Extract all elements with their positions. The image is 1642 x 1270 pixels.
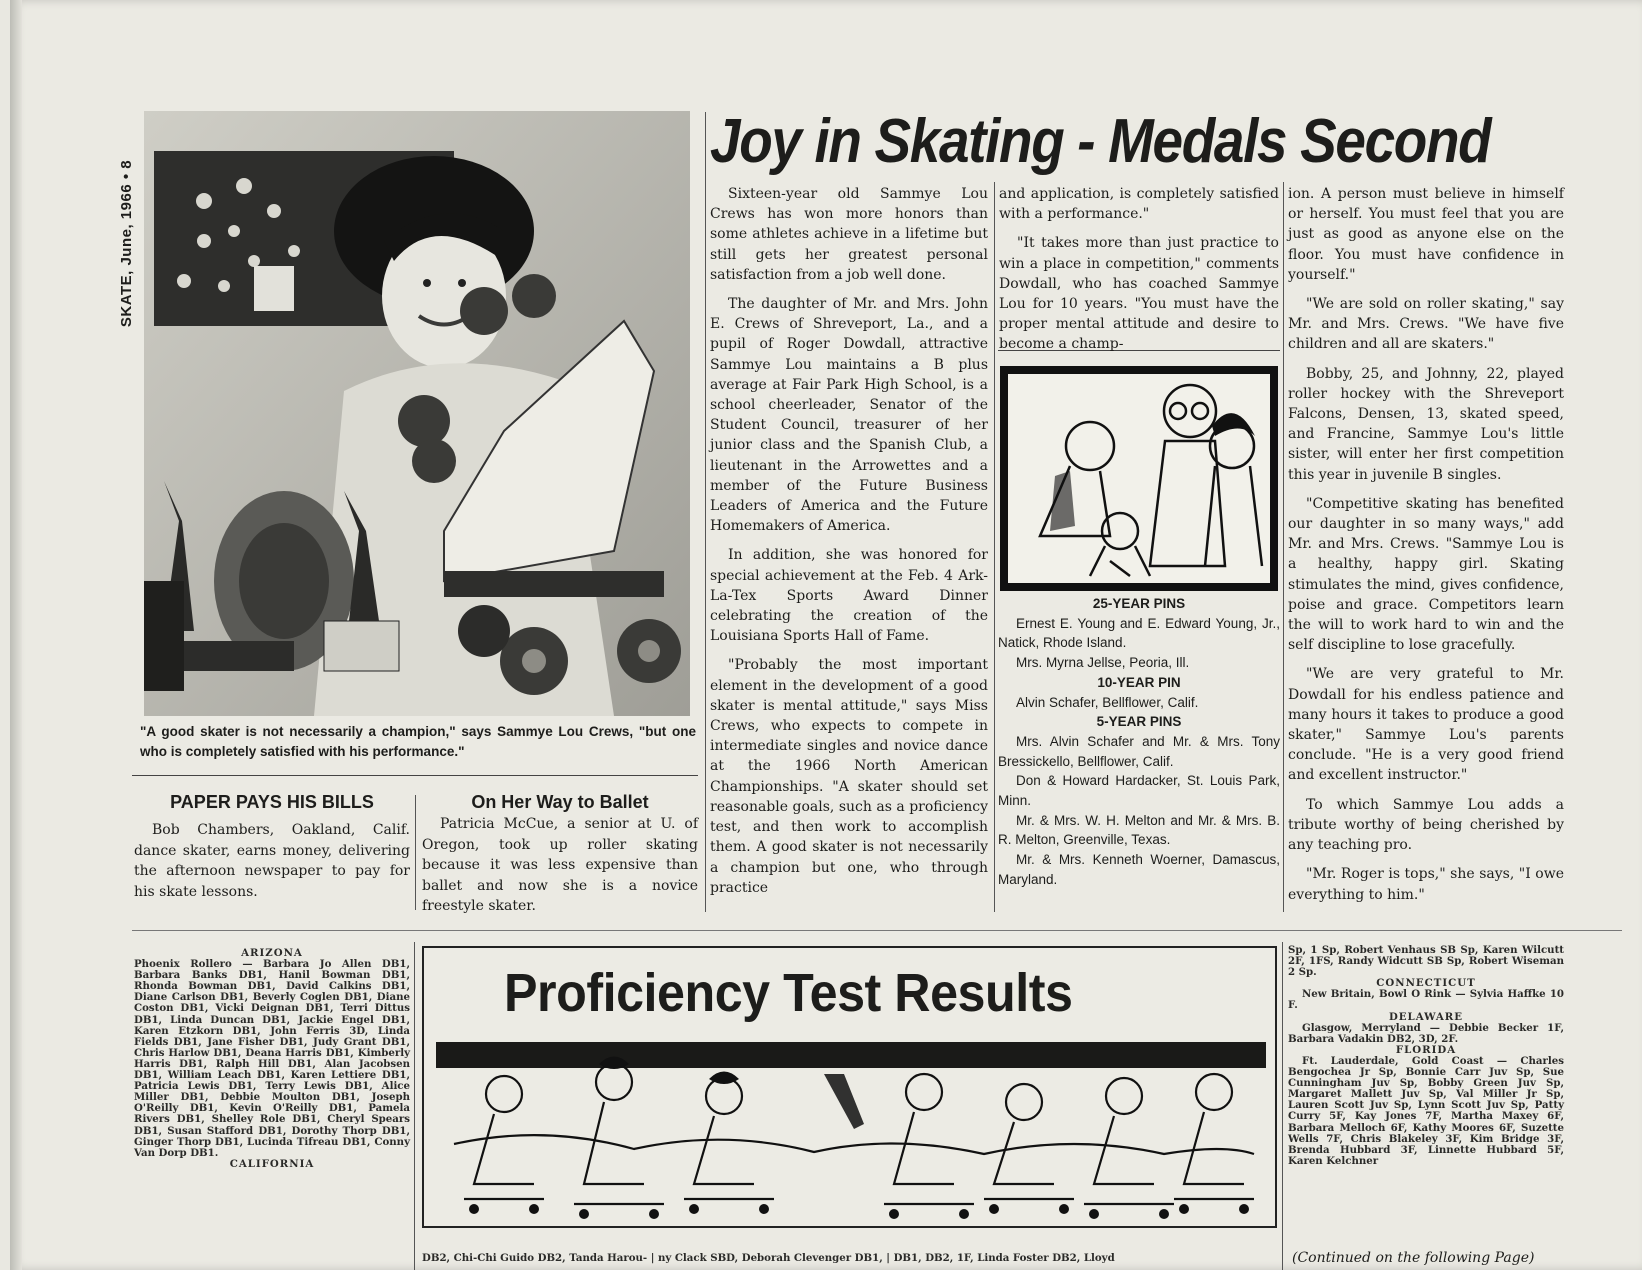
article-paragraph: "We are sold on roller skating," say Mr. and Mrs. Crews. "We have five children and all are skaters."	[1288, 296, 1564, 353]
pins-entry: Mrs. Alvin Schafer and Mr. & Mrs. Tony Bressickello, Bellflower, Calif.	[998, 733, 1280, 769]
continued-note: (Continued on the following Page)	[1292, 1250, 1535, 1266]
proficiency-banner	[422, 946, 1277, 1228]
page-edge	[10, 0, 22, 1270]
article-paragraph: "It takes more than just practice to win a place in competition," comments Dowdall, who has coached Sammye Lou for 10 years. "You must have the proper mental attitude and desire to become a champ-	[999, 235, 1279, 353]
proficiency-title: Proficiency Test Results	[504, 963, 1073, 1023]
column-rule	[414, 942, 415, 1270]
ballet-headline: On Her Way to Ballet	[471, 792, 649, 812]
listing-continuation-strip: DB2, Chi-Chi Guido DB2, Tanda Harou- | ny Clack SBD, Deborah Clevenger DB1, | DB1, DB2, 1F, Linda Foster DB2, Lloyd	[422, 1252, 1115, 1264]
arizona-listing	[134, 948, 410, 1170]
pins-entry: Don & Howard Hardacker, St. Louis Park, Minn.	[998, 773, 1280, 809]
photo-caption: "A good skater is not necessarily a champion," says Sammye Lou Crews, "but one who is completely satisfied with his performance."	[140, 724, 696, 759]
column-rule	[705, 112, 706, 912]
ballet-story	[422, 814, 698, 917]
column-rule	[1283, 182, 1284, 912]
pins-heading: 25-YEAR PINS	[1092, 596, 1186, 611]
pins-entry: Ernest E. Young and E. Edward Young, Jr., Natick, Rhode Island.	[998, 615, 1280, 651]
article-column-2	[999, 184, 1279, 364]
state-heading: FLORIDA	[1395, 1043, 1457, 1056]
column-rule	[1282, 942, 1283, 1270]
article-headline: Joy in Skating - Medals Second	[710, 107, 1491, 176]
state-heading: CALIFORNIA	[229, 1157, 315, 1170]
skater-photo-illustration	[144, 111, 690, 716]
section-rule	[132, 775, 698, 776]
pins-entry: Mr. & Mrs. Kenneth Woerner, Damascus, Maryland.	[998, 852, 1280, 887]
state-heading: CONNECTICUT	[1376, 977, 1476, 990]
article-column-3	[1288, 184, 1564, 914]
article-paragraph: and application, is completely satisfied with a performance."	[999, 186, 1279, 223]
state-heading: DELAWARE	[1388, 1010, 1464, 1023]
states-listing	[1288, 945, 1564, 1167]
article-paragraph: "Mr. Roger is tops," she says, "I owe everything to him."	[1288, 866, 1564, 903]
section-rule	[132, 930, 1622, 931]
folio-text: SKATE, June, 1966 • 8	[118, 159, 136, 327]
paper-pays-story	[134, 820, 410, 902]
pins-list	[998, 594, 1280, 890]
pins-entry: Mrs. Myrna Jellse, Peoria, Ill.	[1016, 655, 1190, 671]
pins-heading: 10-YEAR PIN	[1097, 674, 1181, 690]
skaters-cartoon	[424, 1034, 1275, 1228]
listing-body: New Britain, Bowl O Rink — Sylvia Haffke 10 F.	[1288, 988, 1564, 1012]
story-body: Bob Chambers, Oakland, Calif. dance skater, earns money, delivering the afternoon newspaper to pay for his skate lessons.	[134, 822, 410, 900]
story-body: Patricia McCue, a senior at U. of Oregon, took up roller skating because it was less expensive than ballet and now she is a novice freestyle skater.	[422, 816, 698, 914]
listing-body: Glasgow, Merryland — Debbie Becker 1F, Barbara Vadakin DB2, 3D, 2F.	[1288, 1021, 1564, 1045]
state-heading: ARIZONA	[241, 947, 303, 959]
cartoon-drawing	[1000, 366, 1278, 591]
page-folio	[114, 118, 140, 368]
article-paragraph: The daughter of Mr. and Mrs. John E. Crews of Shreveport, La., and a pupil of Roger Dowdall, attractive Sammye Lou maintains a B plus average at Fair Park High School, is a school cheerleader, Senator of the Student Council, treasurer of her junior class and the Spanish Club, a lieutenant in the Arrowettes and a member of the Future Business Leaders of America and the Future Homemakers of America.	[710, 296, 988, 535]
article-paragraph: ion. A person must believe in himself or herself. You must feel that you are just as good as anyone else on the floor. You must have confidence in yourself."	[1288, 186, 1564, 283]
article-paragraph: "Competitive skating has benefited our daughter in so many ways," add Mr. and Mrs. Crews. "Sammye Lou is a healthy, happy girl. Skating stimulates the mind, gives confidence, poise and grace. Competitors learn the will to work hard to win and the self discipline to lose gracefully.	[1288, 495, 1564, 654]
article-paragraph: Sixteen-year old Sammye Lou Crews has won more honors than some athletes achieve in a lifetime but still gets her greatest personal satisfaction from a job well done.	[710, 186, 988, 283]
article-paragraph: In addition, she was honored for special achievement at the Feb. 4 Ark-La-Tex Sports Award Dinner celebrating the creation of the Louisiana Sports Hall of Fame.	[710, 547, 988, 645]
article-paragraph: Bobby, 25, and Johnny, 22, played roller hockey with the Shreveport Falcons, Densen, 13, skated speed, and Francine, Sammye Lou's little sister, will enter her first competition this year in juvenile B singles.	[1288, 365, 1564, 483]
column-rule	[415, 795, 416, 910]
listing-body: Sp, 1 Sp, Robert Venhaus SB Sp, Karen Wilcutt 2F, 1FS, Randy Widcutt SB Sp, Robert Wiseman 2 Sp.	[1288, 944, 1564, 979]
article-paragraph: "We are very grateful to Mr. Dowdall for his endless patience and many hours it takes to produce a good skater," Sammye Lou's parents conclude. "He is a very good friend and excellent instructor."	[1288, 666, 1564, 784]
listing-body: Ft. Lauderdale, Gold Coast — Charles Bengochea Jr Sp, Bonnie Carr Juv Sp, Sue Cunningham Juv Sp, Bobby Green Juv Sp, Margaret Mallett Juv Sp, Val Miller Jr Sp, Lauren Scott Juv Sp, Lynn Scott Juv Sp, Patty Curry 5F, Kay Jones 7F, Martha Maxey 6F, Barbara Melloch 6F, Kathy Moores 6F, Suzette Wells 7F, Chris Blakeley 3F, Kim Bridge 3F, Brenda Hubbard 3F, Linnette Hubbard 5F, Karen Kelchner	[1288, 1054, 1564, 1167]
column-rule	[994, 182, 995, 912]
article-column-1	[710, 184, 988, 907]
article-paragraph: "Probably the most important element in the development of a good skater is mental attitude," says Miss Crews, who expects to compete in intermediate singles and novice dance at the 1966 North American Championships. "A skater should set reasonable goals, such as a proficiency test, and then work to accomplish them. A good skater is not necessarily a champion but one, who through practice	[710, 657, 988, 896]
article-paragraph: To which Sammye Lou adds a tribute worthy of being cherished by any teaching pro.	[1288, 796, 1564, 854]
skater-photo	[144, 111, 690, 716]
pins-entry: Mr. & Mrs. W. H. Melton and Mr. & Mrs. B. R. Melton, Greenville, Texas.	[998, 812, 1280, 848]
listing-body: Phoenix Rollero — Barbara Jo Allen DB1, Barbara Banks DB1, Hanil Bowman DB1, Rhonda Bowman DB1, David Calkins DB1, Diane Carlson DB1, Beverly Coglen DB1, Diane Coston DB1, Vicki Deignan DB1, Terri Dittus DB1, Linda Duncan DB1, Jackie Engel DB1, Karen Etzkorn DB1, John Ferris 3D, Linda Fields DB1, Jane Fisher DB1, Judy Grant DB1, Chris Harlow DB1, Deana Harris DB1, Kimberly Harris DB1, Ralph Hill DB1, Alan Jacobsen DB1, William Leach DB1, Karen Lettiere DB1, Patricia Lewis DB1, Terry Lewis DB1, Alice Miller DB1, Debbie Moulton DB1, Joseph O'Reilly DB1, Kevin O'Reilly DB1, Pamela Rivers DB1, Shelley Role DB1, Cheryl Spears DB1, Susan Stafford DB1, Dorothy Thorp DB1, Ginger Thorp DB1, Lucinda Tifreau DB1, Conny Van Dorp DB1.	[134, 958, 410, 1159]
pins-entry: Alvin Schafer, Bellflower, Calif.	[1016, 694, 1199, 710]
paper-pays-headline: PAPER PAYS HIS BILLS	[170, 792, 374, 812]
pins-heading: 5-YEAR PINS	[1096, 714, 1182, 730]
cartoon-illustration	[1000, 366, 1278, 591]
